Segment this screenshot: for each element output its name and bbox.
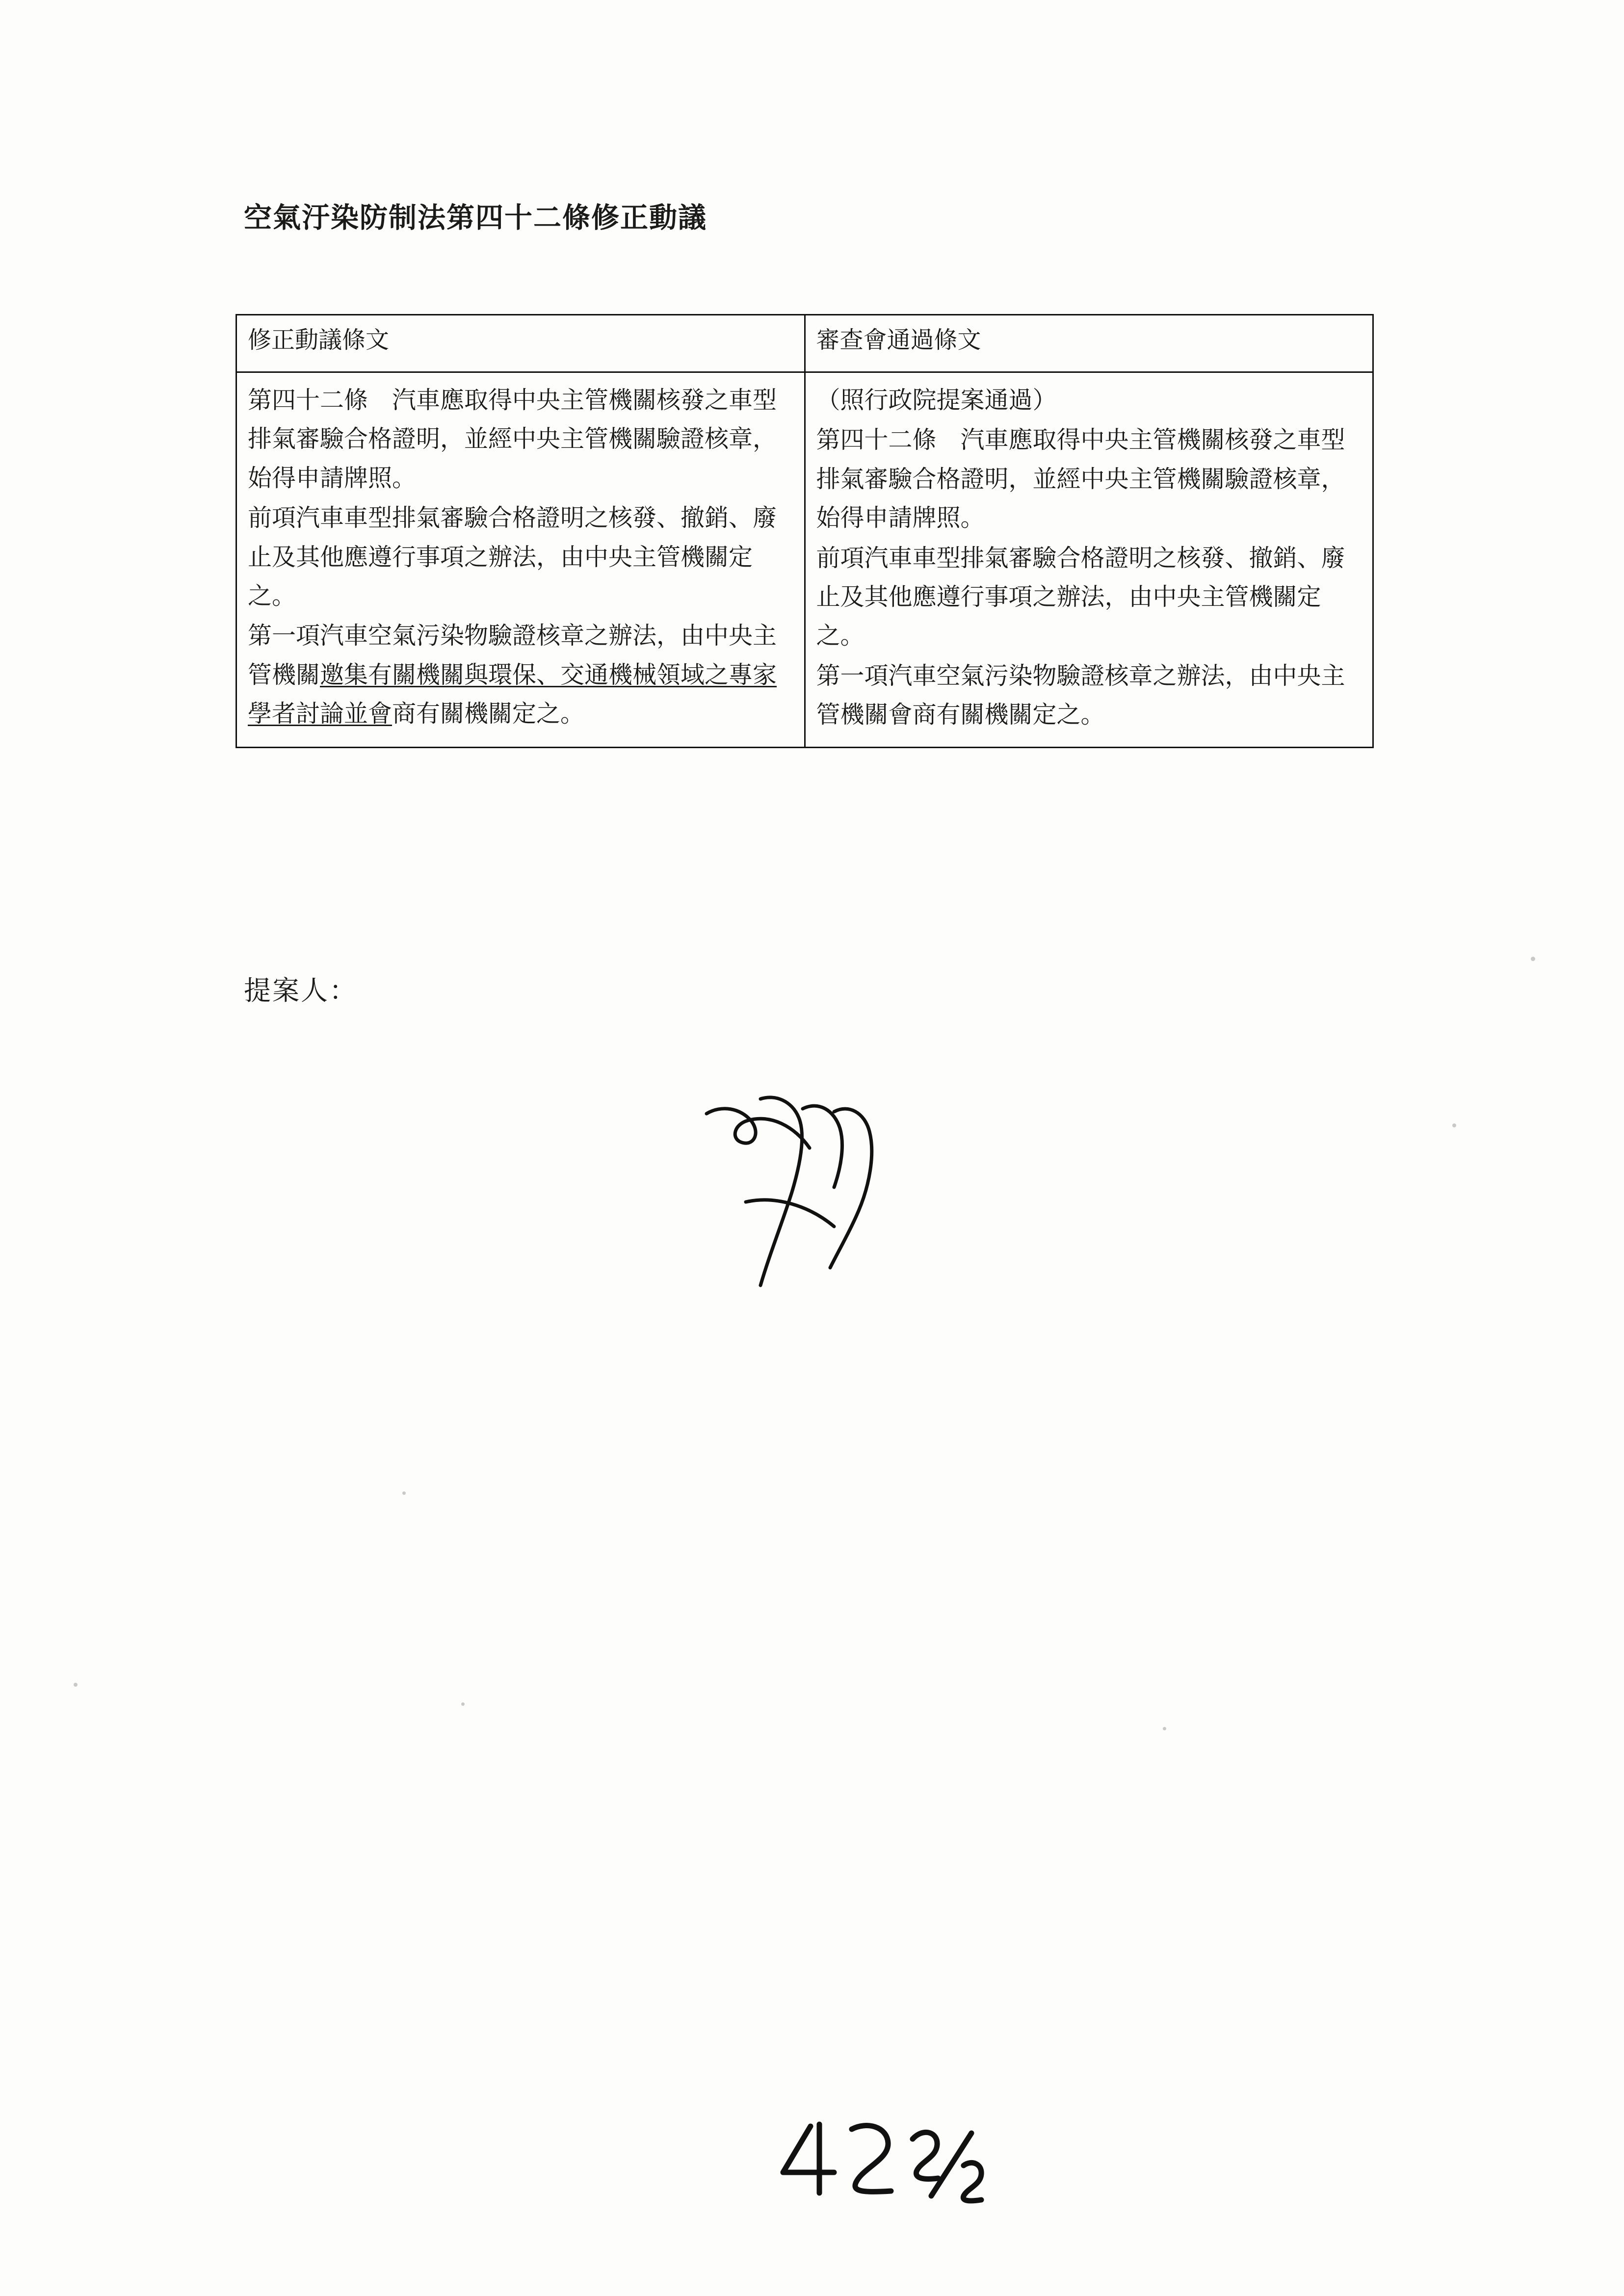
handwritten-signature: [687, 1079, 991, 1334]
scan-speck: [461, 1702, 465, 1706]
review-paragraph-2: 前項汽車車型排氣審驗合格證明之核發、撤銷、廢止及其他應遵行事項之辦法，由中央主管機關定之。: [816, 544, 1345, 650]
proposer-label: 提案人：: [244, 975, 358, 1006]
comparison-table: [236, 314, 1374, 748]
amendment-paragraph-3: [248, 616, 793, 733]
amendment-paragraph-1: 第四十二條 汽車應取得中央主管機關核發之車型排氣審驗合格證明，並經中央主管機關驗證核章，始得申請牌照。: [248, 386, 777, 492]
scan-speck: [402, 1491, 406, 1495]
scan-speck: [1163, 1727, 1166, 1730]
column-header-amendment: 修正動議條文: [236, 315, 805, 372]
review-note: （照行政院提案通過）: [816, 386, 1057, 414]
table-header-row: [236, 315, 1373, 372]
cell-amendment-text: [236, 372, 805, 748]
page-title: 空氣汙染防制法第四十二條修正動議: [244, 201, 707, 234]
review-paragraph-1: 第四十二條 汽車應取得中央主管機關核發之車型排氣審驗合格證明，並經中央主管機關驗證核章，始得申請牌照。: [816, 426, 1345, 532]
column-header-review: 審查會通過條文: [805, 315, 1373, 372]
page-number-handwritten: [765, 2114, 991, 2208]
scan-speck: [74, 1683, 78, 1687]
scan-speck: [1531, 957, 1535, 961]
amendment-inserted-text: 邀集有關機關與環保、交通機械領域之專家學者討論並會: [248, 660, 777, 728]
table-row: [236, 372, 1373, 748]
cell-review-text: [805, 372, 1373, 748]
amendment-tail-text: 商有關機關定之。: [392, 700, 585, 728]
scan-speck: [1452, 1123, 1456, 1127]
amendment-paragraph-2: 前項汽車車型排氣審驗合格證明之核發、撤銷、廢止及其他應遵行事項之辦法，由中央主管機關定之。: [248, 504, 777, 610]
review-paragraph-3: 第一項汽車空氣污染物驗證核章之辦法，由中央主管機關會商有關機關定之。: [816, 661, 1345, 729]
amendment-paragraph-3-lead: 第一項汽車空氣污染物驗證核章之辦法，由中央主管機關: [248, 622, 777, 689]
